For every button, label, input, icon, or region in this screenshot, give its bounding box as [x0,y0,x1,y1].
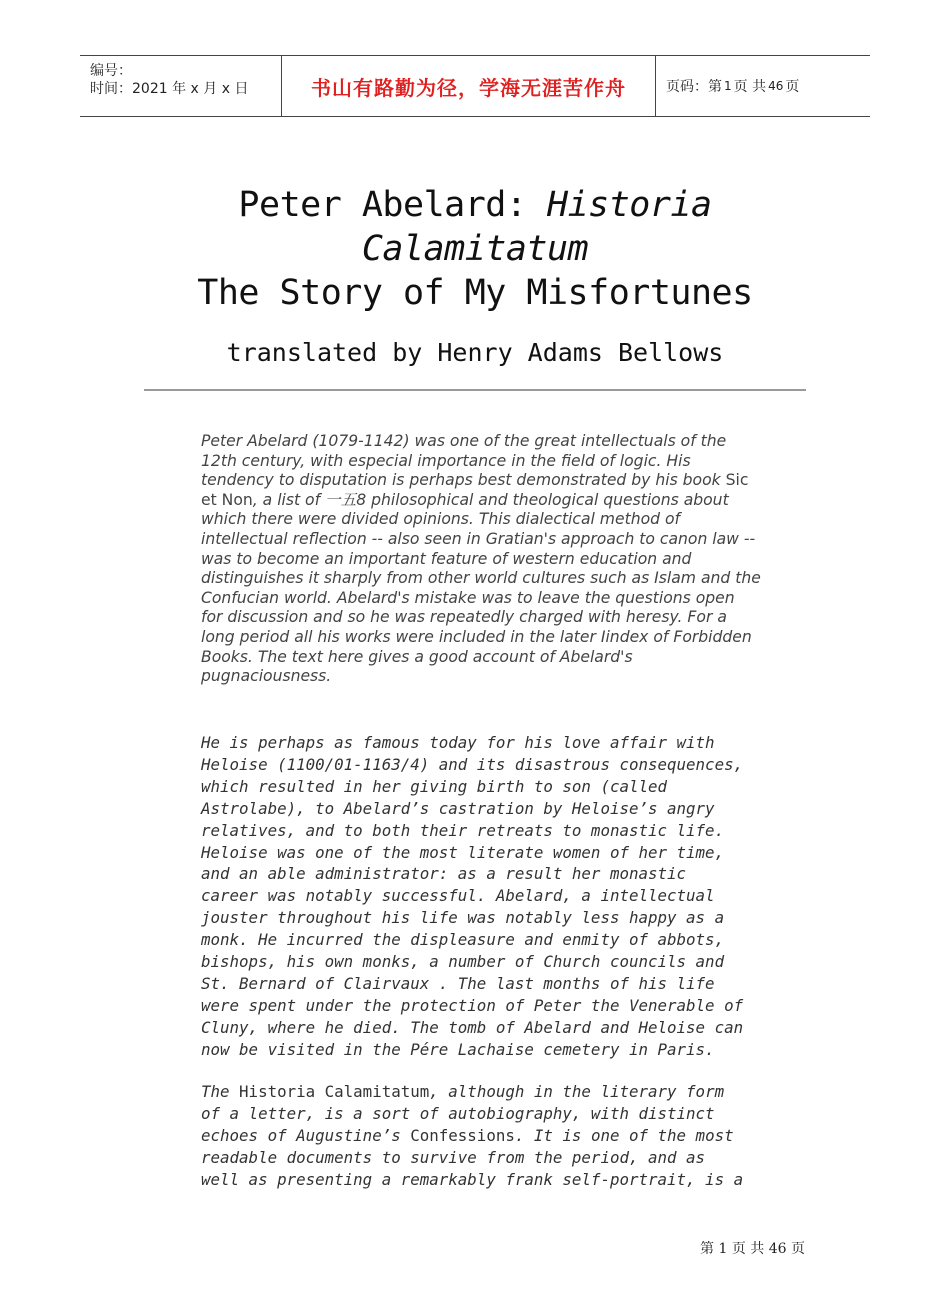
title-block [100,183,850,369]
header-motto: 书山有路勤为径，学海无涯苦作舟 [282,56,656,116]
para3-text-b: , although in the literary form of a letter, is a sort of autobiography, with distinct echoes of Augustine’s [201,1082,725,1145]
intro-paragraph [201,432,761,687]
page-number: 1 [724,79,732,93]
translator-credit: translated by Henry Adams Bellows [226,338,724,367]
header-meta [80,56,282,116]
intro-text-2: , a list of 一五8 philosophical and theological questions about which there were divided opinions. This dialectical method of intellectual reflection -- also seen in Gratian's approach to canon law -- was to become an important feature of western education and distinguishes it sharply from other world cultures such as Islam and the Confucian world. Abelard's mistake was to leave the questions open for discussion and so he was repeatedly charged with heresy. For a long period all his works were included in the later Iindex of Forbidden Books. The text here gives a good account of Abelard's pugnaciousness. [201,490,761,686]
date-label: 时间：2021 年 x 月 x 日 [90,81,249,97]
title-line-1 [100,183,850,227]
page-prefix: 页码：第 [666,79,722,95]
page-footer: 第 1 页 共 46 页 [700,1241,805,1257]
title-author: Peter Abelard: [238,185,547,225]
para3-work-historia: Historia Calamitatum [239,1082,430,1101]
title-work-part1: Historia [547,185,712,225]
intro-work-title: Sic et Non [201,471,749,509]
title-divider [144,389,806,391]
para3-text-a: The [201,1082,240,1101]
header-page-counter [656,56,870,116]
page-suffix: 页 [785,79,800,95]
page-mid: 页 共 [733,79,767,95]
historia-paragraph [201,1081,761,1191]
serial-number-label: 编号： [90,63,132,79]
document-header [80,55,870,117]
title-english: The Story of My Misfortunes [197,273,753,313]
title-line-2 [100,227,850,271]
para3-text-c: . It is one of the most readable documents to survive from the period, and as well as presenting a remarkably frank self-portrait, is a [201,1125,744,1189]
intro-text-1: Peter Abelard (1079-1142) was one of the great intellectuals of the 12th century, with especial importance in the field of logic. His tendency to disputation is perhaps best demonstrated by his book [201,432,727,490]
heloise-paragraph: He is perhaps as famous today for his love affair with Heloise (1100/01-1163/4) and its disastrous consequences, which resulted in her giving birth to son (called Astrolabe), to Abelard’s castration by Heloise’s angry relatives, and to both their retreats to monastic life. Heloise was one of the most literate women of her time, and an able administrator: as a result her monastic career was notably successful. Abelard, a intellectual jouster throughout his life was notably less happy as a monk. He incurred the displeasure and enmity of abbots, bishops, his own monks, a number of Church councils and St. Bernard of Clairvaux . The last months of his life were spent under the protection of Peter the Venerable of Cluny, where he died. The tomb of Abelard and Heloise can now be visited in the Pére Lachaise cemetery in Paris. [201,733,744,1059]
title-work-part2: Calamitatum [361,229,589,269]
page-total: 46 [768,79,784,93]
para3-work-confessions: Confessions [410,1125,515,1145]
